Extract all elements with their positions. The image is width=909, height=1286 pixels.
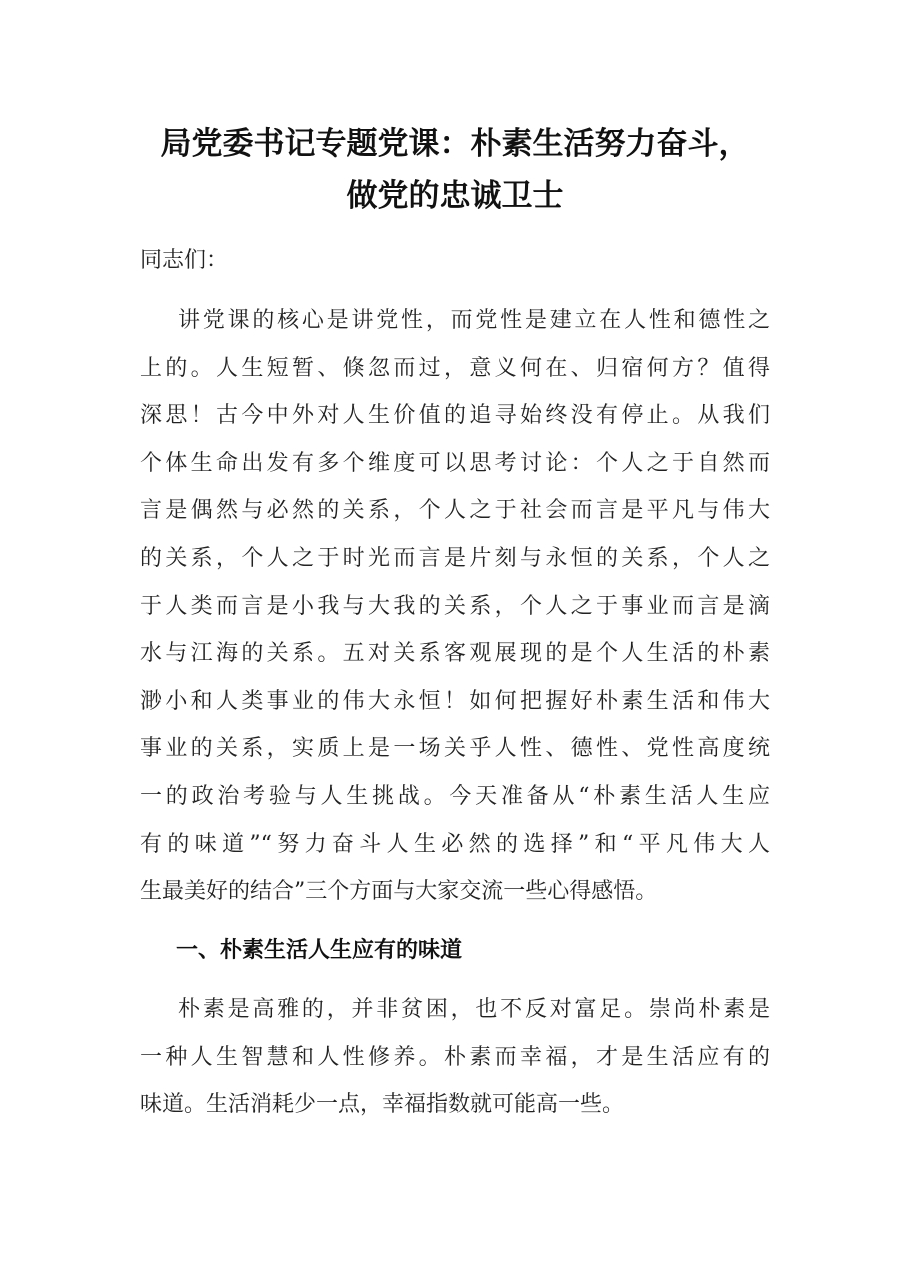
paragraph-line: 生最美好的结合”三个方面与大家交流一些心得感悟。	[140, 879, 658, 905]
paragraph-line: 渺小和人类事业的伟大永恒！如何把握好朴素生活和伟大	[140, 688, 770, 714]
paragraph-line: 一种人生智慧和人性修养。朴素而幸福，才是生活应有的	[140, 1044, 770, 1070]
paragraph-line: 讲党课的核心是讲党性，而党性是建立在人性和德性之	[178, 308, 770, 333]
paragraph-line: 上的。人生短暂、倏忽而过，意义何在、归宿何方？值得	[140, 355, 770, 381]
paragraph-section1	[140, 986, 770, 1129]
paragraph-line: 深思！古今中外对人生价值的追寻始终没有停止。从我们	[140, 403, 770, 429]
paragraph-line: 事业的关系，实质上是一场关乎人性、德性、党性高度统	[140, 736, 770, 762]
title-line-2: 做党的忠诚卫士	[346, 178, 564, 214]
paragraph-line: 有的味道”“努力奋斗人生必然的选择”和“平凡伟大人	[140, 831, 770, 857]
salutation: 同志们：	[140, 248, 229, 273]
paragraph-intro	[140, 297, 770, 916]
paragraph-line: 朴素是高雅的，并非贫困，也不反对富足。崇尚朴素是	[178, 997, 770, 1022]
paragraph-line: 味道。生活消耗少一点，幸福指数就可能高一些。	[140, 1092, 625, 1118]
paragraph-line: 于人类而言是小我与大我的关系，个人之于事业而言是滴	[140, 593, 770, 619]
paragraph-line: 言是偶然与必然的关系，个人之于社会而言是平凡与伟大	[140, 498, 770, 524]
paragraph-line: 一的政治考验与人生挑战。今天准备从“朴素生活人生应	[140, 783, 770, 809]
document-title	[140, 118, 770, 222]
paragraph-line: 的关系，个人之于时光而言是片刻与永恒的关系，个人之	[140, 545, 770, 571]
section-heading: 一、朴素生活人生应有的味道	[176, 938, 463, 963]
title-line-1: 局党委书记专题党课：朴素生活努力奋斗，	[160, 126, 750, 162]
paragraph-line: 个体生命出发有多个维度可以思考讨论：个人之于自然而	[140, 450, 770, 476]
paragraph-line: 水与江海的关系。五对关系客观展现的是个人生活的朴素	[140, 641, 770, 667]
